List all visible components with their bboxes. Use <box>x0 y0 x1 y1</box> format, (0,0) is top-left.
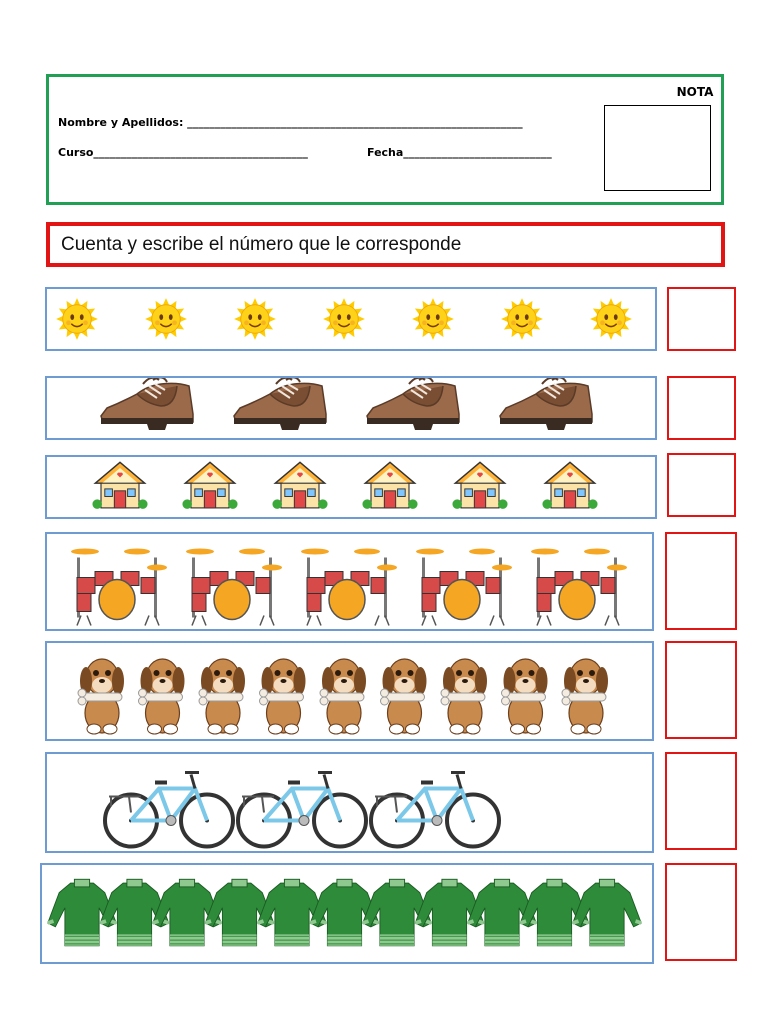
bicycle-icon <box>238 773 366 847</box>
sun-icon <box>501 298 543 340</box>
counting-row <box>45 287 657 351</box>
house-icon <box>182 462 237 509</box>
student-info-box <box>46 74 724 205</box>
puppy-icon <box>78 659 124 734</box>
puppy-icon <box>502 659 548 734</box>
drum-kit-icon <box>186 549 282 626</box>
answer-box[interactable] <box>665 752 737 850</box>
counting-row-pictures <box>47 378 655 438</box>
drum-kit-icon <box>531 549 627 626</box>
sun-icon <box>590 298 632 340</box>
puppy-icon <box>562 659 608 734</box>
puppy-icon <box>260 659 306 734</box>
answer-box[interactable] <box>667 453 736 517</box>
shoe-icon <box>367 378 459 430</box>
counting-row <box>45 376 657 440</box>
house-icon <box>272 462 327 509</box>
counting-row-pictures <box>47 643 652 739</box>
puppy-icon <box>381 659 427 734</box>
nota-label: NOTA <box>676 85 714 99</box>
fecha-field[interactable]: Fecha___________________________ <box>367 146 552 159</box>
instruction-text: Cuenta y escribe el número que le corresponde <box>61 234 462 255</box>
counting-row <box>45 532 654 631</box>
house-icon <box>452 462 507 509</box>
shoe-icon <box>500 378 592 430</box>
house-icon <box>92 462 147 509</box>
sun-icon <box>145 298 187 340</box>
counting-row <box>45 641 654 741</box>
counting-row <box>40 863 654 964</box>
sun-icon <box>323 298 365 340</box>
counting-row-pictures <box>47 457 655 517</box>
answer-box[interactable] <box>665 863 737 961</box>
counting-row-pictures <box>47 289 655 349</box>
answer-box[interactable] <box>667 287 736 351</box>
answer-box[interactable] <box>667 376 736 440</box>
bicycle-icon <box>105 773 233 847</box>
puppy-icon <box>441 659 487 734</box>
sun-icon <box>234 298 276 340</box>
drum-kit-icon <box>416 549 512 626</box>
shoe-icon <box>234 378 326 430</box>
drum-kit-icon <box>301 549 397 626</box>
shoe-icon <box>101 378 193 430</box>
counting-row-pictures <box>42 865 652 962</box>
instruction-box <box>46 222 725 267</box>
answer-box[interactable] <box>665 641 737 739</box>
counting-row <box>45 752 654 853</box>
puppy-icon <box>320 659 366 734</box>
sun-icon <box>56 298 98 340</box>
nota-box[interactable] <box>604 105 711 191</box>
house-icon <box>542 462 597 509</box>
counting-row-pictures <box>47 754 652 851</box>
curso-field[interactable]: Curso_______________________________________ <box>58 146 308 159</box>
counting-row-pictures <box>47 534 652 629</box>
counting-row <box>45 455 657 519</box>
answer-box[interactable] <box>665 532 737 630</box>
house-icon <box>362 462 417 509</box>
puppy-icon <box>199 659 245 734</box>
sun-icon <box>412 298 454 340</box>
puppy-icon <box>139 659 185 734</box>
bicycle-icon <box>371 773 499 847</box>
sweater-icon <box>573 879 641 946</box>
drum-kit-icon <box>71 549 167 626</box>
name-field[interactable]: Nombre y Apellidos: _____________________________________________________________ <box>58 116 523 129</box>
